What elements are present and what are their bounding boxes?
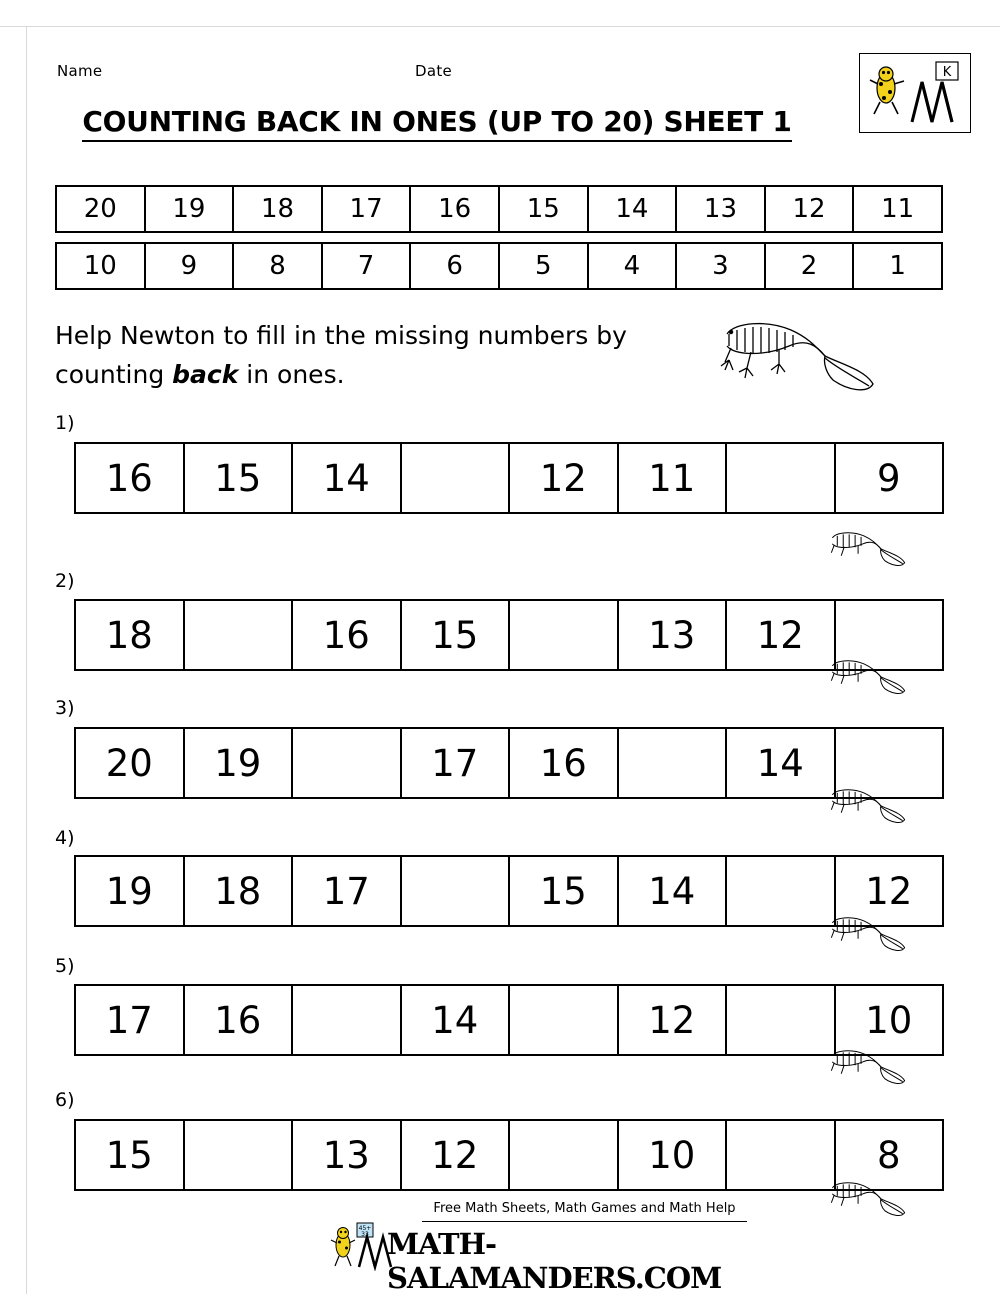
problem-cell[interactable]: 13	[619, 601, 728, 669]
reference-cell: 19	[146, 187, 235, 231]
newt-icon	[827, 1177, 907, 1229]
newt-illustration-small	[827, 1177, 907, 1229]
problem-cell[interactable]: 15	[402, 601, 511, 669]
problem-row-5	[74, 984, 944, 1056]
problem-cell[interactable]: 10	[619, 1121, 728, 1189]
footer-tagline: Free Math Sheets, Math Games and Math Help	[433, 1201, 736, 1216]
problem-cell-blank[interactable]	[510, 1121, 619, 1189]
problem-cell[interactable]: 13	[293, 1121, 402, 1189]
problem-cell[interactable]: 12	[727, 601, 836, 669]
newt-illustration-small	[827, 912, 907, 964]
problem-row-4	[74, 855, 944, 927]
footer-url[interactable]: MATH-SALAMANDERS.COM	[387, 1227, 722, 1295]
instruction-text	[55, 317, 695, 395]
reference-cell: 5	[500, 244, 589, 288]
problem-cell-blank[interactable]	[185, 1121, 294, 1189]
problem-cell[interactable]: 20	[76, 729, 185, 797]
math-salamanders-logo-icon	[860, 54, 970, 132]
problem-cell[interactable]: 12	[865, 869, 913, 913]
problem-label-2: 2)	[55, 570, 75, 592]
problem-label-3: 3)	[55, 697, 75, 719]
problem-cell[interactable]: 12	[510, 444, 619, 512]
problem-cell-blank[interactable]	[402, 444, 511, 512]
worksheet-sheet	[27, 27, 1000, 1294]
reference-cell: 20	[57, 187, 146, 231]
problem-cell[interactable]: 12	[402, 1121, 511, 1189]
reference-cell: 4	[589, 244, 678, 288]
newt-icon	[827, 527, 907, 579]
logo-inner	[860, 54, 970, 132]
reference-cell: 18	[234, 187, 323, 231]
reference-cell: 12	[766, 187, 855, 231]
page-title-text: COUNTING BACK IN ONES (UP TO 20) SHEET 1	[82, 105, 791, 142]
page-top-margin	[0, 0, 1000, 27]
reference-cell: 15	[500, 187, 589, 231]
newt-illustration-small	[827, 1045, 907, 1097]
problem-cell[interactable]: 18	[185, 857, 294, 925]
instruction-part-2: in ones.	[238, 359, 345, 389]
reference-cell: 8	[234, 244, 323, 288]
problem-cell-blank[interactable]	[510, 986, 619, 1054]
problem-row-1	[74, 442, 944, 514]
problem-cell[interactable]: 11	[619, 444, 728, 512]
problem-label-6: 6)	[55, 1089, 75, 1111]
reference-number-row-1	[55, 185, 943, 233]
problem-cell[interactable]: 16	[510, 729, 619, 797]
problem-cell[interactable]: 16	[185, 986, 294, 1054]
page-left-margin	[0, 0, 27, 1294]
page-title	[27, 105, 847, 138]
problem-cell[interactable]: 10	[865, 998, 913, 1042]
name-label: Name	[57, 62, 103, 80]
problem-cell[interactable]: 17	[293, 857, 402, 925]
reference-cell: 7	[323, 244, 412, 288]
problem-cell[interactable]: 15	[76, 1121, 185, 1189]
newt-icon	[827, 1045, 907, 1097]
newt-icon	[827, 784, 907, 836]
footer	[327, 1199, 747, 1295]
problem-cell[interactable]: 19	[76, 857, 185, 925]
reference-cell: 13	[677, 187, 766, 231]
problem-cell-blank[interactable]	[185, 601, 294, 669]
footer-divider	[422, 1221, 747, 1222]
newt-icon	[827, 912, 907, 964]
newt-illustration-small	[827, 527, 907, 579]
problem-cell[interactable]: 15	[510, 857, 619, 925]
svg-text:45+: 45+	[358, 1225, 372, 1232]
problem-label-5: 5)	[55, 955, 75, 977]
svg-text:K: K	[942, 65, 952, 80]
reference-cell: 9	[146, 244, 235, 288]
problem-cell[interactable]: 9	[876, 456, 901, 500]
problem-cell[interactable]: 8	[876, 1133, 901, 1177]
reference-cell: 14	[589, 187, 678, 231]
problem-cell-blank[interactable]	[293, 729, 402, 797]
reference-cell: 6	[411, 244, 500, 288]
problem-cell[interactable]: 17	[76, 986, 185, 1054]
problem-cell[interactable]: 16	[293, 601, 402, 669]
newt-illustration-large	[717, 312, 877, 417]
reference-cell: 11	[881, 194, 915, 224]
problem-cell[interactable]: 16	[76, 444, 185, 512]
problem-cell-blank[interactable]	[510, 601, 619, 669]
problem-cell-blank[interactable]	[293, 986, 402, 1054]
problem-cell[interactable]: 19	[185, 729, 294, 797]
svg-text:33: 33	[361, 1231, 369, 1238]
newt-illustration-small	[827, 655, 907, 707]
instruction-emphasis: back	[172, 359, 239, 389]
problem-cell[interactable]: 18	[76, 601, 185, 669]
problem-label-1: 1)	[55, 412, 75, 434]
problem-cell[interactable]: 14	[619, 857, 728, 925]
reference-cell: 2	[766, 244, 855, 288]
problem-cell[interactable]: 12	[619, 986, 728, 1054]
problem-cell-blank[interactable]	[619, 729, 728, 797]
reference-cell: 16	[411, 187, 500, 231]
logo-box	[859, 53, 971, 133]
reference-cell: 1	[889, 251, 906, 281]
problem-cell[interactable]: 17	[402, 729, 511, 797]
date-label: Date	[415, 62, 453, 80]
newt-icon	[827, 655, 907, 707]
problem-cell-blank[interactable]	[402, 857, 511, 925]
problem-row-3	[74, 727, 944, 799]
instruction-part-1: Help Newton to fill in the missing numbers by counting	[55, 321, 627, 389]
problem-cell-blank[interactable]	[727, 857, 836, 925]
problem-row-2	[74, 599, 944, 671]
reference-cell: 3	[677, 244, 766, 288]
problem-cell[interactable]: 14	[402, 986, 511, 1054]
problem-cell-blank[interactable]	[727, 986, 836, 1054]
problem-cell[interactable]: 14	[727, 729, 836, 797]
problem-cell-blank[interactable]	[727, 1121, 836, 1189]
problem-label-4: 4)	[55, 827, 75, 849]
reference-cell: 10	[57, 244, 146, 288]
newt-icon	[717, 312, 877, 417]
newt-illustration-small	[827, 784, 907, 836]
reference-cell: 17	[323, 187, 412, 231]
reference-number-row-2	[55, 242, 943, 290]
problem-cell[interactable]: 15	[185, 444, 294, 512]
problem-cell[interactable]: 14	[293, 444, 402, 512]
problem-cell-blank[interactable]	[727, 444, 836, 512]
problem-row-6	[74, 1119, 944, 1191]
